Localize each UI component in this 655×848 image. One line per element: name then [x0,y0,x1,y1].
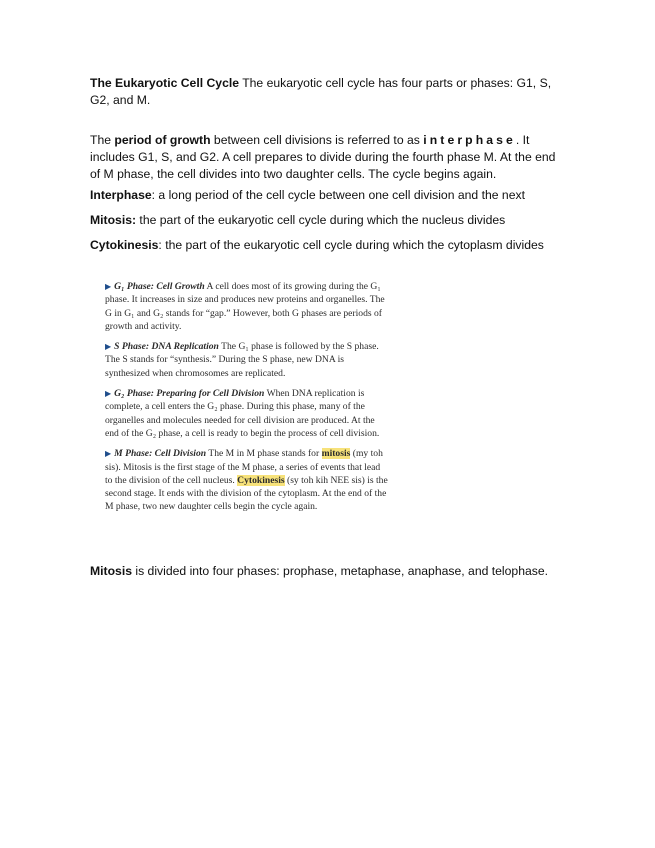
definition-text: a long period of the cell cycle between one cell division and the next [155,188,525,202]
growth-text-3: . It includes G1, S, and G2. A cell prepares to divide during the fourth phase M. At the end of M phase, the cell divides into two daughter cells. The cycle begins again. [90,133,556,181]
closing-text: is divided into four phases: prophase, metaphase, anaphase, and telophase. [131,564,549,578]
period-of-growth-term: period of growth [114,133,211,147]
highlighted-cytokinesis: Cytokinesis [237,474,285,486]
closing-term: Mitosis [90,564,132,578]
intro-title: The Eukaryotic Cell Cycle [90,76,240,90]
g2-phase-item [105,387,390,440]
definition-term: Mitosis: [90,213,137,227]
growth-text-2: between cell divisions is referred to as [210,133,424,147]
intro-paragraph [90,75,565,109]
definition-sep: : [151,188,156,202]
phase-text: When DNA replication is complete, a cell enters the G₂ phase. During this phase, many of the organelles and molecules needed for cell division are produced. At the end of the G₂ phase, a cell is ready to begin the process of cell division. [105,388,380,439]
definition-interphase [90,187,565,204]
triangle-bullet-icon: ▶ [105,282,112,291]
m-phase-item [105,447,390,513]
phase-heading: G₁ Phase: Cell Growth [114,281,205,292]
s-phase-item [105,340,390,380]
triangle-bullet-icon: ▶ [105,449,112,459]
phase-text-2: (my toh sis). Mitosis is the first stage of the M phase, a series of events that lead to the division of the cell nucleus. [105,448,383,486]
highlighted-mitosis: mitosis [321,448,351,460]
phase-heading: M Phase: Cell Division [114,448,207,460]
phase-heading: G₂ Phase: Preparing for Cell Division [114,388,265,400]
definition-text: the part of the eukaryotic cell cycle during which the nucleus divides [136,213,506,227]
phase-text-3: (sy toh kih NEE sis) is the second stage. It ends with the division of the cytoplasm. At the end of the M phase, two new daughter cells begin the cycle again. [105,474,388,513]
definition-cytokinesis [90,237,565,254]
phase-text-1: The M in M phase stands for [206,448,322,460]
definition-sep: : [158,238,162,252]
g1-phase-item [105,280,390,333]
triangle-bullet-icon: ▶ [105,389,112,399]
growth-paragraph [90,132,565,183]
definition-mitosis [90,212,565,229]
triangle-bullet-icon: ▶ [105,342,112,352]
definition-text: the part of the eukaryotic cell cycle during which the cytoplasm divides [161,238,544,252]
growth-text-1: The [90,133,115,147]
phase-text: A cell does most of its growing during the G₁ phase. It increases in size and produces new proteins and organelles. The G in G₁ and G₂ stands for “gap.” However, both G phases are periods of growth and activity. [105,281,385,332]
intro-text: The eukaryotic cell cycle has four parts or phases: G1, S, G2, and M. [90,76,552,107]
phase-text: The G₁ phase is followed by the S phase. The S stands for “synthesis.” During the S phase, new DNA is synthesized when chromosomes are replicated. [105,341,379,379]
phase-heading: S Phase: DNA Replication [114,341,219,353]
interphase-spaced-term: interphase [423,133,516,147]
definition-term: Cytokinesis [90,238,159,252]
textbook-excerpt-image [105,280,390,521]
definition-term: Interphase [90,188,152,202]
closing-paragraph [90,563,565,580]
